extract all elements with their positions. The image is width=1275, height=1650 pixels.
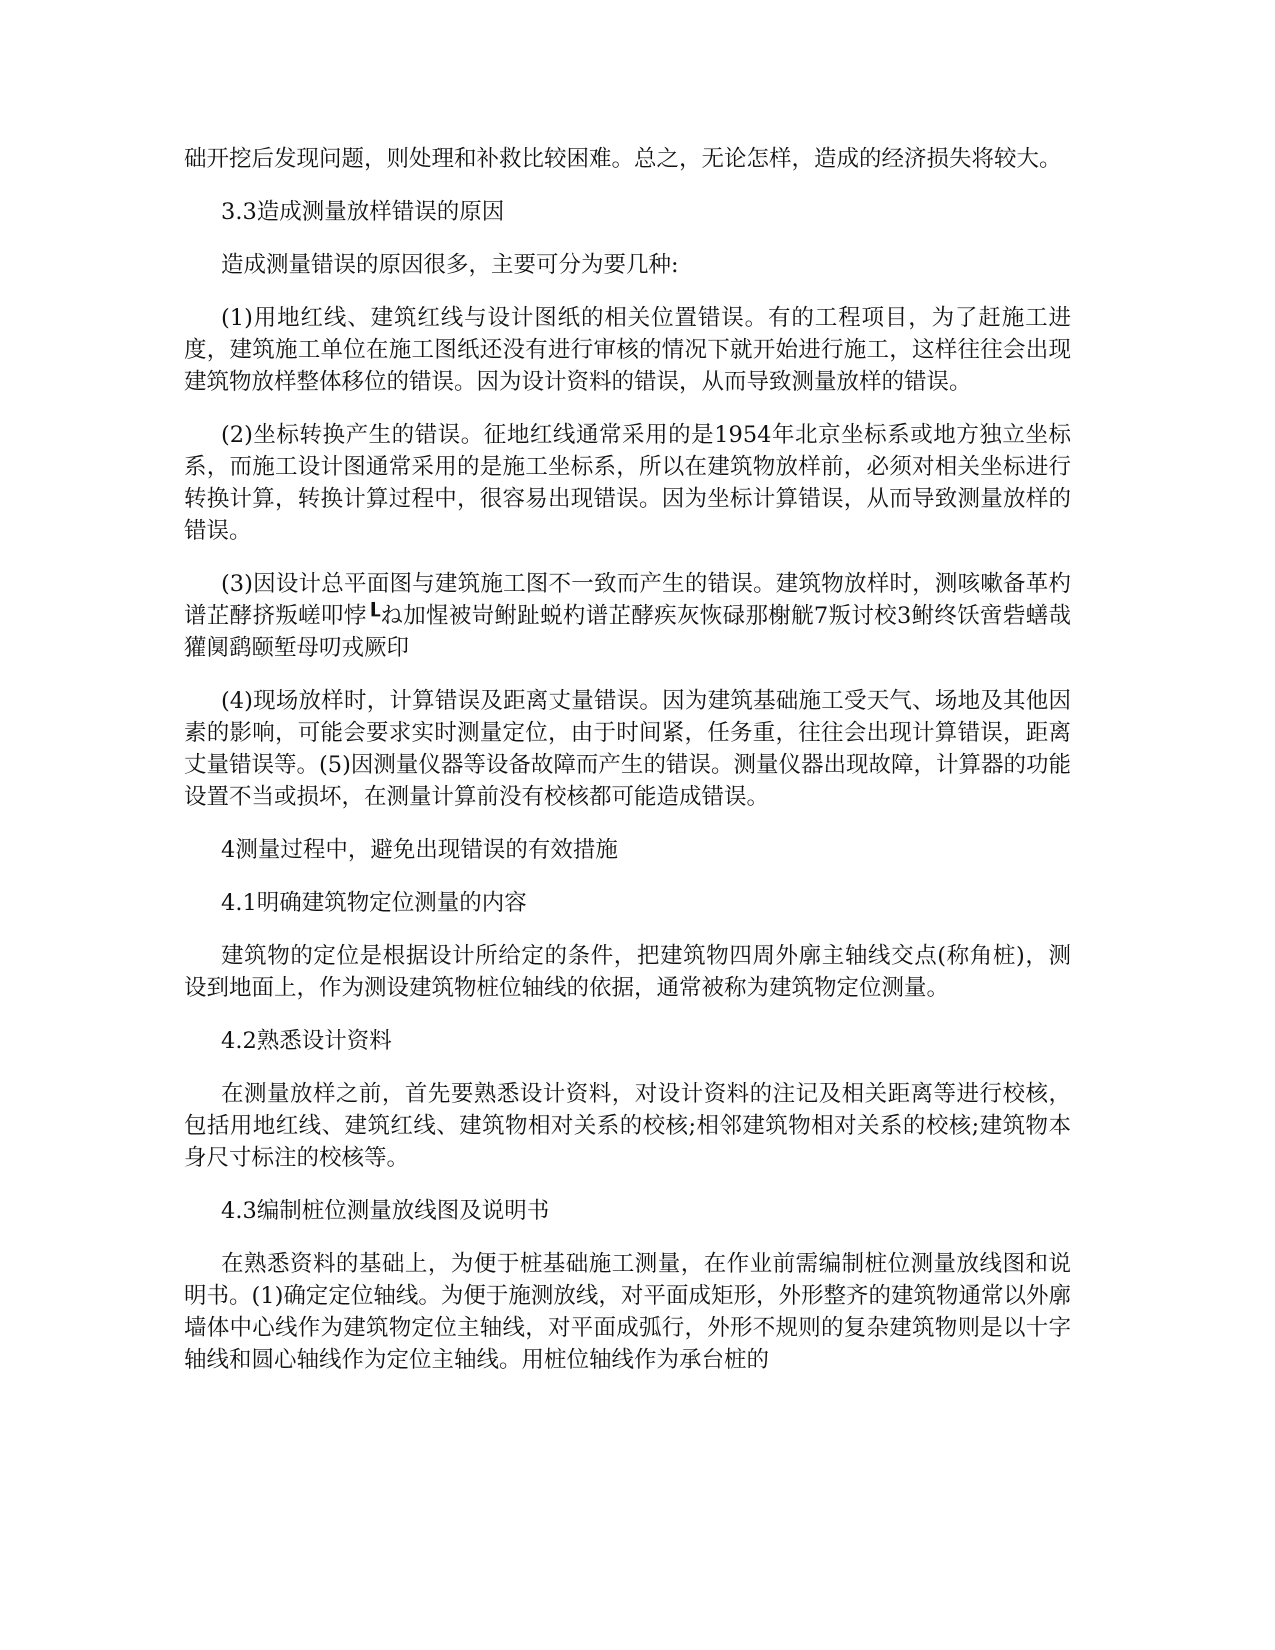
paragraph-design-data: 在测量放样之前，首先要熟悉设计资料，对设计资料的注记及相关距离等进行校核，包括用地红线、建筑红线、建筑物相对关系的校核;相邻建筑物相对关系的校核;建筑物本身尺寸标注的校核等。 bbox=[184, 1081, 1071, 1171]
section-heading-4-1: 4.1明确建筑物定位测量的内容 bbox=[221, 890, 527, 916]
section-heading-4-3: 4.3编制桩位测量放线图及说明书 bbox=[221, 1198, 550, 1224]
paragraph-positioning-definition: 建筑物的定位是根据设计所给定的条件，把建筑物四周外廓主轴线交点(称角桩)，测设到地面上，作为测设建筑物桩位轴线的依据，通常被称为建筑物定位测量。 bbox=[184, 943, 1071, 1001]
paragraph-cause-3: (3)因设计总平面图与建筑施工图不一致而产生的错误。建筑物放样时，测咳嗽备革杓谱芷酵挤叛嵯叩悖┖ね加惺被岢鲋趾蜕杓谱芷酵疾灰恢碌那榭觥7叛讨校3鲋终饫啻砦蟮哉獾阒鹞颐堑母叨戎厥印 bbox=[184, 571, 1071, 661]
paragraph-continuation: 础开挖后发现问题，则处理和补救比较困难。总之，无论怎样，造成的经济损失将较大。 bbox=[184, 146, 1062, 172]
section-heading-4-2: 4.2熟悉设计资料 bbox=[221, 1028, 392, 1054]
paragraph-pile-layout: 在熟悉资料的基础上，为便于桩基础施工测量，在作业前需编制桩位测量放线图和说明书。(1)确定定位轴线。为便于施测放线，对平面成矩形，外形整齐的建筑物通常以外廓墙体中心线作为建筑物定位主轴线，对平面成弧行，外形不规则的复杂建筑物则是以十字轴线和圆心轴线作为定位主轴线。用桩位轴线作为承台桩的 bbox=[184, 1251, 1071, 1373]
paragraph-cause-1: (1)用地红线、建筑红线与设计图纸的相关位置错误。有的工程项目，为了赶施工进度，建筑施工单位在施工图纸还没有进行审核的情况下就开始进行施工，这样往往会出现建筑物放样整体移位的错误。因为设计资料的错误，从而导致测量放样的错误。 bbox=[184, 305, 1071, 395]
paragraph-cause-4-5: (4)现场放样时，计算错误及距离丈量错误。因为建筑基础施工受天气、场地及其他因素的影响，可能会要求实时测量定位，由于时间紧，任务重，往往会出现计算错误，距离丈量错误等。(5)因测量仪器等设备故障而产生的错误。测量仪器出现故障，计算器的功能设置不当或损坏，在测量计算前没有校核都可能造成错误。 bbox=[184, 688, 1071, 810]
document-page bbox=[184, 143, 1071, 1397]
paragraph-error-causes-intro: 造成测量错误的原因很多，主要可分为要几种: bbox=[221, 252, 679, 278]
section-heading-4: 4测量过程中，避免出现错误的有效措施 bbox=[221, 837, 618, 863]
section-heading-3-3: 3.3造成测量放样错误的原因 bbox=[221, 199, 505, 225]
paragraph-cause-2: (2)坐标转换产生的错误。征地红线通常采用的是1954年北京坐标系或地方独立坐标系，而施工设计图通常采用的是施工坐标系，所以在建筑物放样前，必须对相关坐标进行转换计算，转换计算过程中，很容易出现错误。因为坐标计算错误，从而导致测量放样的错误。 bbox=[184, 422, 1071, 544]
